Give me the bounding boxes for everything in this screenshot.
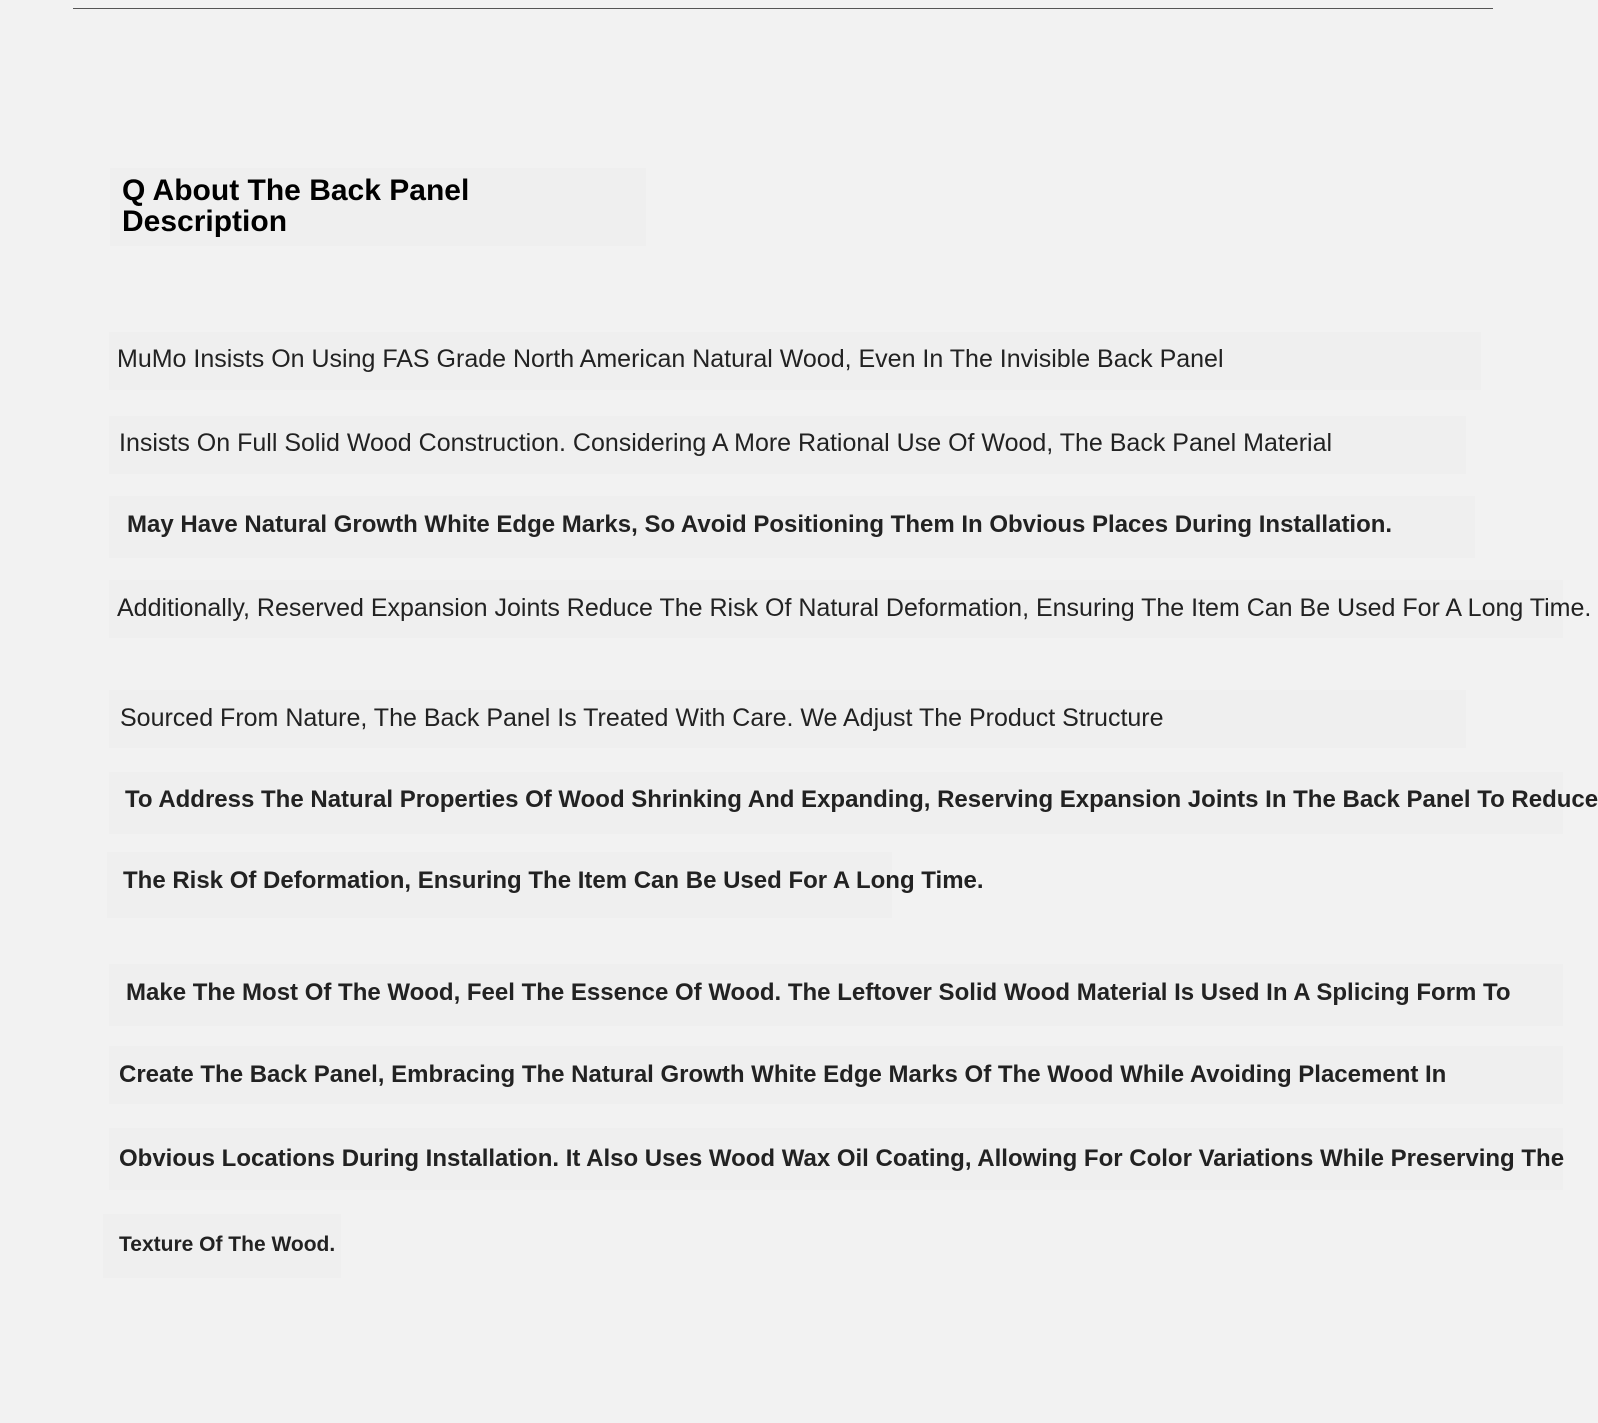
- text-line: MuMo Insists On Using FAS Grade North American Natural Wood, Even In The Invisible Back Panel: [117, 345, 1224, 373]
- text-line-box: [109, 332, 1481, 390]
- text-line: Create The Back Panel, Embracing The Natural Growth White Edge Marks Of The Wood While Avoiding Placement In: [119, 1061, 1447, 1088]
- text-line-box: [109, 1128, 1563, 1190]
- text-line-box: [109, 496, 1475, 558]
- text-line: May Have Natural Growth White Edge Marks, So Avoid Positioning Them In Obvious Places During Installation.: [127, 511, 1393, 538]
- text-line-box: [109, 690, 1466, 748]
- section-heading-box: [110, 168, 646, 246]
- text-line-box: [109, 416, 1466, 474]
- text-line: Sourced From Nature, The Back Panel Is Treated With Care. We Adjust The Product Structure: [120, 704, 1164, 732]
- section-title: Q About The Back Panel Description: [122, 174, 470, 238]
- top-divider: [73, 8, 1493, 9]
- text-line-box: [109, 772, 1598, 834]
- text-line: Insists On Full Solid Wood Construction. Considering A More Rational Use Of Wood, The Back Panel Material: [119, 429, 1333, 457]
- text-line-box: [109, 964, 1563, 1026]
- text-line: Texture Of The Wood.: [119, 1233, 336, 1256]
- text-line: Make The Most Of The Wood, Feel The Essence Of Wood. The Leftover Solid Wood Material Is Used In A Splicing Form To: [126, 979, 1511, 1006]
- text-line-box: [107, 852, 984, 918]
- text-line: To Address The Natural Properties Of Wood Shrinking And Expanding, Reserving Expansion Joints In The Back Panel To Reduce: [125, 786, 1598, 813]
- text-line-box: [109, 580, 1592, 638]
- text-line: Obvious Locations During Installation. It Also Uses Wood Wax Oil Coating, Allowing For Color Variations While Preserving The: [119, 1145, 1565, 1172]
- text-line-box: [109, 1046, 1563, 1104]
- text-line-box: [103, 1214, 341, 1278]
- text-line: Additionally, Reserved Expansion Joints Reduce The Risk Of Natural Deformation, Ensuring The Item Can Be Used For A Long Time.: [117, 594, 1592, 622]
- text-line: The Risk Of Deformation, Ensuring The Item Can Be Used For A Long Time.: [123, 867, 984, 894]
